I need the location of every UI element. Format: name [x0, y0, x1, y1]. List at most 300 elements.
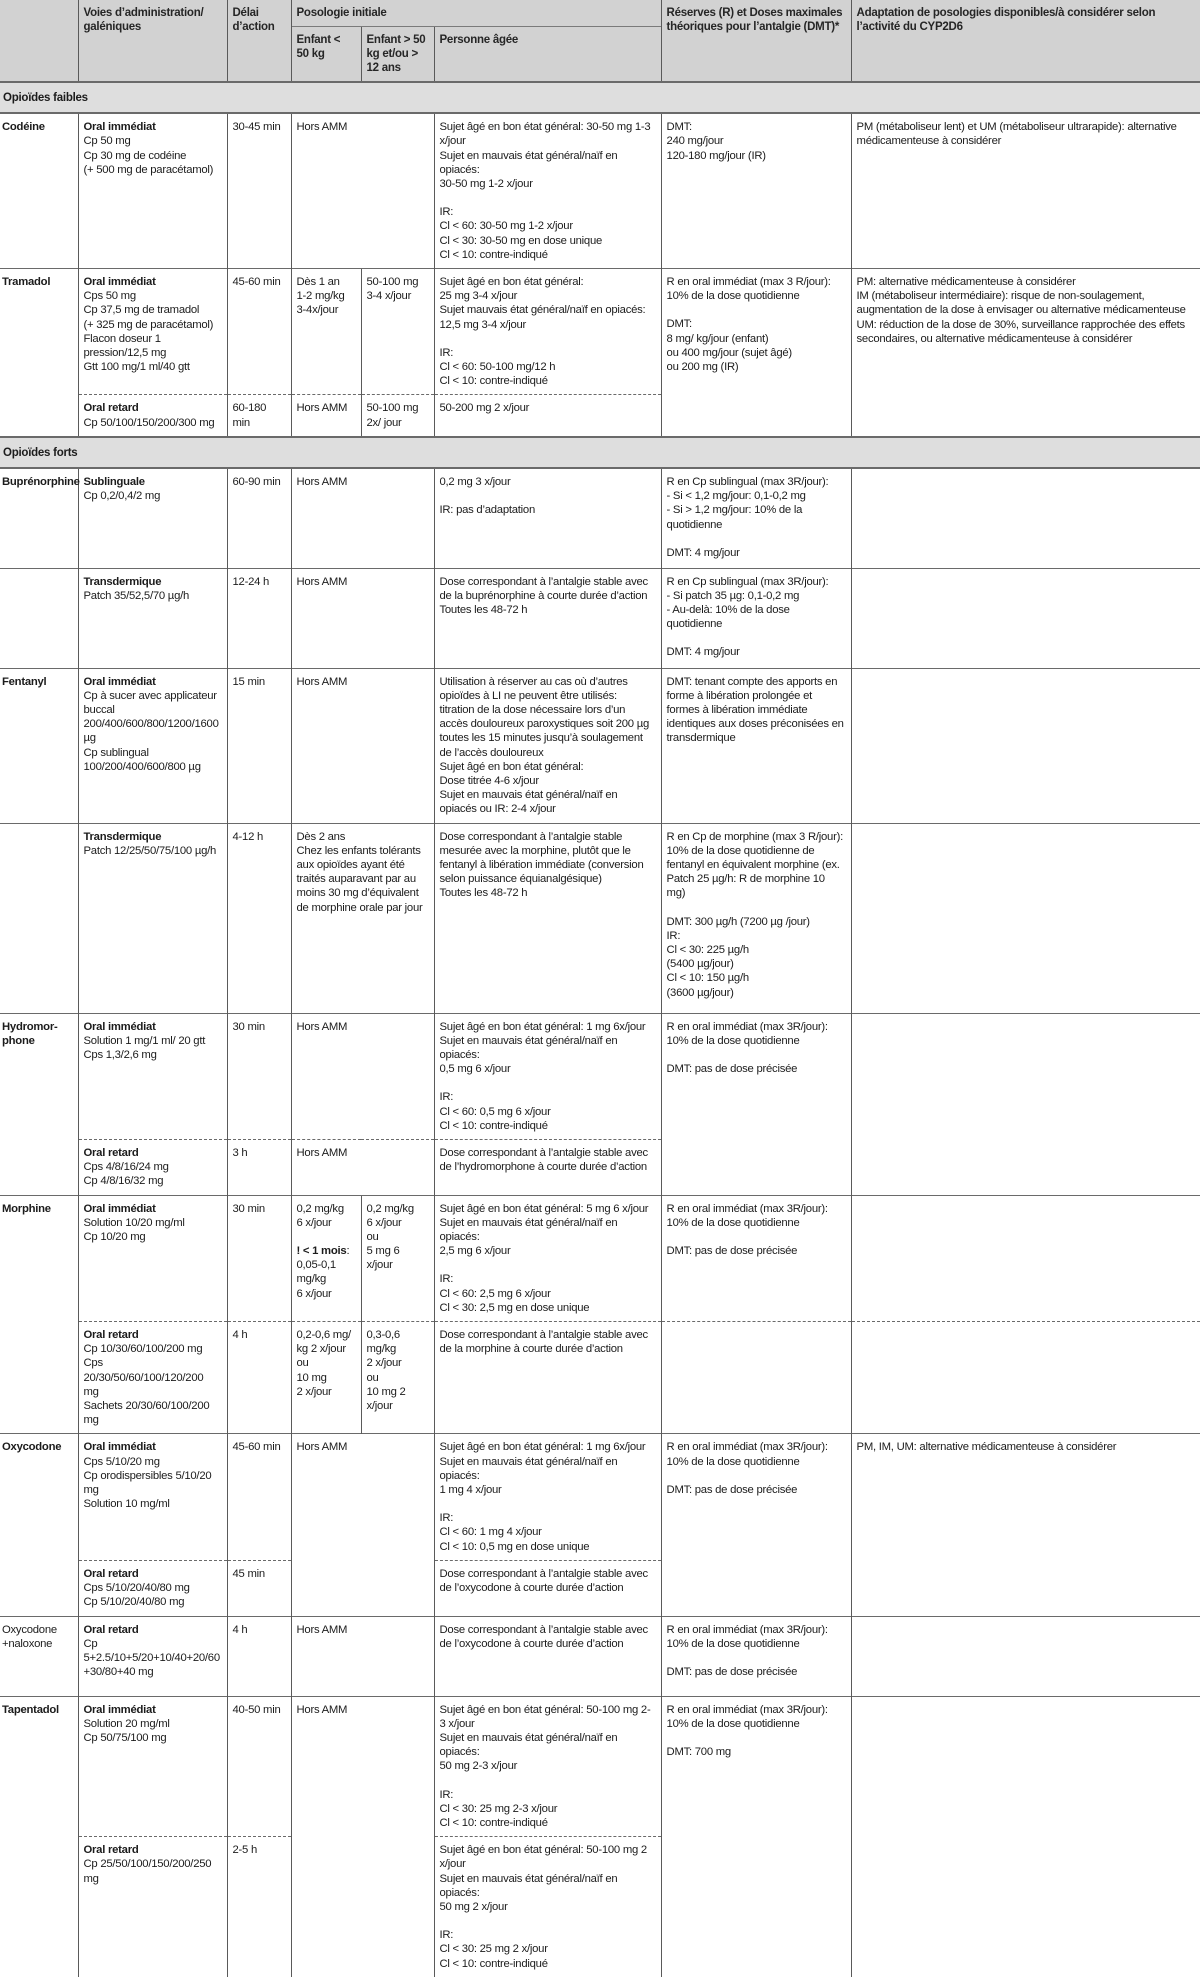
cell-line: Cps 20/30/50/60/100/120/200 mg	[83, 1357, 207, 1398]
cell-line: Cl < 30: 25 mg 2 x/jour	[439, 1943, 548, 1956]
delay-cell	[227, 395, 291, 437]
cell-line: Hors AMM	[296, 402, 348, 415]
cell-line: Dose correspondant à l’antalgie stable avec de l’oxycodone à courte durée d’action	[439, 1567, 651, 1595]
cell-line: 60-180 min	[232, 402, 270, 429]
cell-line: Gtt 100 mg/1 ml/40 gtt	[83, 361, 190, 374]
cyp2d6-cell	[851, 568, 1200, 668]
cell-line: DMT: pas de dose précisée	[666, 1665, 798, 1678]
cell-line: Sujet âgé en bon état général: 1 mg 6x/jour	[439, 1020, 646, 1033]
cell-line: 4 h	[232, 1329, 248, 1342]
cell-line: Dès 1 an	[296, 276, 340, 289]
cell-line: Dose correspondant à l’antalgie stable avec de l’hydromorphone à courte durée d’action	[439, 1147, 651, 1174]
header-drug	[0, 0, 78, 82]
reserves-cell	[661, 668, 851, 823]
delay-cell	[227, 1560, 291, 1616]
reserves-cell	[661, 1195, 851, 1321]
elderly-cell	[434, 1560, 661, 1616]
cell-line: R en Cp sublingual (max 3R/jour):	[666, 476, 829, 489]
cell-line: (+ 500 mg de paracétamol)	[83, 163, 214, 176]
cell-line: Cl < 10: contre-indiqué	[439, 1957, 548, 1970]
delay-cell	[227, 1434, 291, 1560]
delay-cell	[227, 1616, 291, 1696]
cyp2d6-cell	[851, 1616, 1200, 1696]
cell-line: DMT: pas de dose précisée	[666, 1245, 798, 1258]
cell-line: 1-2 mg/kg	[296, 290, 345, 303]
cell-line: Solution 10/20 mg/ml	[83, 1216, 185, 1229]
child-posology-cell	[291, 113, 434, 268]
cell-line: Flacon doseur 1 pression/12,5 mg	[83, 332, 167, 360]
cell-line: DMT: 300 µg/h (7200 µg /jour)	[666, 915, 810, 928]
cell-line: Sujet en mauvais état général/naïf en opiacés ou IR: 2-4 x/jour	[439, 789, 621, 816]
reserves-cell	[661, 468, 851, 568]
cell-line: R en Cp sublingual (max 3R/jour):	[666, 575, 829, 588]
route-label: Oral retard	[83, 1147, 139, 1160]
child-posology-cell	[291, 568, 434, 668]
route-cell	[78, 1013, 227, 1139]
cell-line: Sujet âgé en bon état général:	[439, 760, 584, 773]
group-row	[0, 82, 1200, 113]
cell-line: 6 x/jour	[296, 1287, 332, 1300]
cell-line: 2 x/jour	[296, 1385, 332, 1398]
cyp2d6-cell	[851, 1013, 1200, 1195]
cell-line: 50 mg 2 x/jour	[439, 1900, 508, 1913]
cell-line: Cl < 60: 0,5 mg 6 x/jour	[439, 1105, 551, 1118]
cell-line: Cl < 10: contre-indiqué	[439, 248, 548, 261]
table-row	[0, 1696, 1200, 1837]
delay-cell	[227, 113, 291, 268]
route-cell	[78, 1140, 227, 1196]
cell-line: 12,5 mg 3-4 x/jour	[439, 318, 527, 331]
header-route: Voies d’administration/ galéniques	[78, 0, 227, 82]
cell-line: 0,2 mg 3 x/jour	[439, 476, 511, 489]
elderly-cell	[434, 1140, 661, 1196]
cell-line: Cl < 30: 225 µg/h	[666, 944, 749, 957]
cell-line: IR:	[439, 1091, 454, 1104]
child-small-cell: 0,2 mg/kg 6 x/jour ! < 1 mois: 0,05-0,1 mg/kg 6 x/jour	[291, 1195, 361, 1321]
header-delay: Délai d’action	[227, 0, 291, 82]
route-label: Oral retard	[83, 1329, 139, 1342]
table-row	[0, 823, 1200, 1013]
cell-line: Sujet âgé en bon état général: 1 mg 6x/jour	[439, 1441, 646, 1454]
cell-line: (+ 325 mg de paracétamol)	[83, 318, 214, 331]
cyp2d6-cell	[851, 668, 1200, 823]
elderly-cell	[434, 1434, 661, 1560]
cell-line: R en oral immédiat (max 3R/jour): 10% de la dose quotidienne	[666, 1623, 831, 1650]
cell-line: Cps 50 mg	[83, 290, 136, 303]
child-big-cell	[361, 395, 434, 437]
table-row	[0, 1434, 1200, 1560]
cell-line: Sujet âgé en bon état général:	[439, 276, 584, 289]
header-child-small: Enfant < 50 kg	[291, 27, 361, 83]
group-label: Opioïdes faibles	[0, 82, 1200, 113]
cell-line: Sujet en mauvais état général/naïf en opiacés:	[439, 1034, 621, 1061]
route-label: Oral immédiat	[83, 276, 156, 289]
header-cyp2d6: Adaptation de posologies disponibles/à considérer selon l’activité du CYP2D6	[851, 0, 1200, 82]
cell-line: Cp 5+2.5/10+5/20+10/40+20/60 +30/80+40 mg	[83, 1637, 223, 1679]
route-label: Oral immédiat	[83, 1441, 156, 1454]
cell-line: - Si < 1,2 mg/jour: 0,1-0,2 mg	[666, 490, 806, 503]
child-posology-cell	[291, 823, 434, 1013]
cell-line: 2 x/jour	[366, 1357, 402, 1370]
cell-line: Cps 5/10/20 mg	[83, 1455, 160, 1468]
cell-line: 15 min	[232, 675, 265, 688]
table-row	[0, 468, 1200, 568]
delay-cell	[227, 1140, 291, 1196]
cell-line: DMT: 4 mg/jour	[666, 646, 740, 659]
cell-line: 0,05-0,1 mg/kg	[296, 1259, 339, 1286]
cell-line: 50 mg 2-3 x/jour	[439, 1760, 518, 1773]
elderly-cell	[434, 1696, 661, 1837]
cell-line: 0,2-0,6 mg/ kg 2 x/jour	[296, 1329, 354, 1356]
cell-line: IR:	[439, 1273, 454, 1286]
child-posology-cell	[291, 468, 434, 568]
header-reserves: Réserves (R) et Doses maximales théoriques pour l’antalgie (DMT)*	[661, 0, 851, 82]
drug-name-empty	[0, 568, 78, 668]
delay-cell	[227, 1013, 291, 1139]
delay-cell	[227, 1322, 291, 1434]
route-label: Oral retard	[83, 1567, 139, 1580]
route-cell	[78, 269, 227, 395]
cell-line: 4-12 h	[232, 830, 264, 843]
cell-line: Dose correspondant à l’antalgie stable avec de l’oxycodone à courte durée d’action	[439, 1623, 651, 1650]
route-cell	[78, 1434, 227, 1560]
cell-line: Hors AMM	[296, 575, 348, 588]
cell-line: 50-100 mg 2x/ jour	[366, 402, 422, 429]
table-row	[0, 1195, 1200, 1321]
elderly-cell	[434, 823, 661, 1013]
elderly-cell	[434, 568, 661, 668]
drug-name: Morphine	[0, 1195, 78, 1434]
cell-line: R en oral immédiat (max 3 R/jour):	[666, 276, 831, 289]
cell-line: 6 x/jour	[296, 1216, 332, 1229]
cell-line: 4 h	[232, 1623, 248, 1636]
cell-line: 100/200/400/600/800 µg	[83, 760, 201, 773]
route-label: Oral retard	[83, 1844, 139, 1857]
cell-line: 45-60 min	[232, 1441, 281, 1454]
route-label: Transdermique	[83, 575, 162, 588]
elderly-cell	[434, 668, 661, 823]
cell-line: 3-4x/jour	[296, 304, 339, 317]
header-child-big: Enfant > 50 kg et/ou > 12 ans	[361, 27, 434, 83]
route-label: Sublinguale	[83, 476, 145, 489]
drug-name: Tramadol	[0, 269, 78, 437]
route-label: Oral retard	[83, 1623, 139, 1636]
cell-line: Dose correspondant à l’antalgie stable mesurée avec la morphine, plutôt que le fentanyl à libération immédiate (conversion selon puissance équianalgésique)	[439, 830, 647, 886]
cell-line: Cp 30 mg de codéine	[83, 149, 187, 162]
child-posology-cell	[291, 1434, 434, 1616]
cell-line: 0,3-0,6 mg/kg	[366, 1329, 403, 1356]
cell-line: R en oral immédiat (max 3R/jour): 10% de la dose quotidienne	[666, 1703, 831, 1730]
cell-line: Hors AMM	[296, 675, 348, 688]
cyp2d6-cell	[851, 1322, 1200, 1434]
cyp2d6-cell	[851, 468, 1200, 568]
cell-line: 60-90 min	[232, 476, 281, 489]
cell-line: (3600 µg/jour)	[666, 986, 734, 999]
cell-line: Cl < 30: 25 mg 2-3 x/jour	[439, 1802, 558, 1815]
cell-line: IR:	[439, 1788, 454, 1801]
cell-line: - Si patch 35 µg: 0,1-0,2 mg	[666, 589, 800, 602]
route-label: Oral immédiat	[83, 1020, 156, 1033]
cell-line: 30-45 min	[232, 121, 281, 134]
cell-line: Patch 12/25/50/75/100 µg/h	[83, 844, 217, 857]
cell-line: DMT: 700 mg	[666, 1745, 731, 1758]
cell-line: Toutes les 48-72 h	[439, 887, 528, 900]
cell-line: 120-180 mg/jour (IR)	[666, 149, 766, 162]
cell-line: 1 mg 4 x/jour	[439, 1484, 502, 1497]
cell-line: Cps 4/8/16/24 mg	[83, 1161, 169, 1174]
cell-line: R en oral immédiat (max 3R/jour): 10% de la dose quotidienne	[666, 1202, 831, 1229]
elderly-cell	[434, 1322, 661, 1434]
cell-line: Cp 4/8/16/32 mg	[83, 1175, 164, 1188]
cell-line: 50-100 mg	[366, 276, 419, 289]
cell-line: Cp 5/10/20/40/80 mg	[83, 1596, 185, 1609]
route-cell	[78, 1837, 227, 1977]
header-elderly: Personne âgée	[434, 27, 661, 83]
cell-line: DMT:	[666, 318, 692, 331]
cell-line: IR:	[439, 1512, 454, 1525]
cyp2d6-cell	[851, 269, 1200, 437]
elderly-cell	[434, 113, 661, 268]
cell-line: 200/400/600/800/1200/1600 µg	[83, 718, 222, 745]
cell-line: 50-200 mg 2 x/jour	[439, 402, 530, 415]
cell-line: 5 mg 6 x/jour	[366, 1245, 403, 1272]
cell-line: DMT: 4 mg/jour	[666, 546, 740, 559]
cell-line: 10 mg	[296, 1371, 327, 1384]
cell-line: 2-5 h	[232, 1844, 257, 1857]
delay-cell	[227, 668, 291, 823]
delay-cell	[227, 823, 291, 1013]
route-cell	[78, 823, 227, 1013]
cell-line: Sujet en mauvais état général/naïf en opiacés:	[439, 149, 621, 176]
route-cell	[78, 1322, 227, 1434]
cell-line: Cp 10/20 mg	[83, 1231, 146, 1244]
reserves-cell	[661, 1013, 851, 1195]
drug-name: Buprénorphine	[0, 468, 78, 568]
cell-line: R en oral immédiat (max 3R/jour): 10% de la dose quotidienne	[666, 1020, 831, 1047]
route-label: Oral immédiat	[83, 1202, 156, 1215]
cell-line: IM (métaboliseur intermédiaire): risque de non-soulagement, augmentation de la dose à envisager ou alternative médicamenteuse	[856, 290, 1186, 317]
cell-line: DMT: tenant compte des apports en forme à libération prolongée et formes à libération immédiate identiques aux doses préconisées en transdermique	[666, 675, 847, 745]
child-small-cell	[291, 1322, 361, 1434]
child-posology-cell	[291, 1140, 434, 1196]
cell-line: 40-50 min	[232, 1703, 281, 1716]
cell-line: 2,5 mg 6 x/jour	[439, 1245, 511, 1258]
table-row	[0, 269, 1200, 395]
cyp2d6-cell	[851, 1696, 1200, 1977]
cell-line: 10 mg 2 x/jour	[366, 1385, 409, 1413]
cell-line: PM, IM, UM: alternative médicamenteuse à considérer	[856, 1441, 1117, 1454]
cell-line: Patch 35/52,5/70 µg/h	[83, 589, 190, 602]
reserves-cell	[661, 1616, 851, 1696]
cell-line: Cp 25/50/100/150/200/250 mg	[83, 1858, 215, 1885]
cell-line: Cp à sucer avec applicateur buccal	[83, 689, 220, 716]
cell-line: Hors AMM	[296, 121, 348, 134]
cell-line: Cp 50/75/100 mg	[83, 1731, 167, 1744]
cell-line: Cl < 60: 30-50 mg 1-2 x/jour	[439, 220, 573, 233]
cell-line: Cl < 30: 30-50 mg en dose unique	[439, 234, 603, 247]
cell-line: Cp 10/30/60/100/200 mg	[83, 1343, 203, 1356]
cell-line: Sujet mauvais état général/naïf en opiacés:	[439, 304, 646, 317]
cell-line: Hors AMM	[296, 476, 348, 489]
cell-line: Hors AMM	[296, 1441, 348, 1454]
table-row	[0, 113, 1200, 268]
cell-line: Sujet âgé en bon état général: 50-100 mg 2-3 x/jour	[439, 1703, 651, 1730]
route-label: Oral immédiat	[83, 121, 156, 134]
reserves-cell	[661, 1434, 851, 1616]
cell-line: Dose correspondant à l’antalgie stable avec de la morphine à courte durée d’action	[439, 1329, 651, 1356]
cyp2d6-cell	[851, 113, 1200, 268]
cell-line: 30 min	[232, 1020, 265, 1033]
cell-line: DMT:	[666, 121, 692, 134]
table-row	[0, 568, 1200, 668]
cell-line: 0,2 mg/kg	[366, 1202, 414, 1215]
drug-name: Oxycodone +naloxone	[0, 1616, 78, 1696]
cell-line: Cl < 10: contre-indiqué	[439, 1816, 548, 1829]
cell-line: Cl < 30: 2,5 mg en dose unique	[439, 1301, 590, 1314]
cell-line: Solution 20 mg/ml	[83, 1717, 170, 1730]
cell-line: Toutes les 48-72 h	[439, 603, 528, 616]
cell-line: Hors AMM	[296, 1147, 348, 1160]
cell-line: 3 h	[232, 1147, 248, 1160]
route-cell	[78, 1195, 227, 1321]
cell-line: Cps 5/10/20/40/80 mg	[83, 1582, 190, 1595]
elderly-cell	[434, 1837, 661, 1977]
cell-line: DMT: pas de dose précisée	[666, 1063, 798, 1075]
cell-line: 30-50 mg 1-2 x/jour	[439, 178, 533, 191]
cell-line: 240 mg/jour	[666, 135, 724, 148]
cell-line: Solution 1 mg/1 ml/ 20 gtt	[83, 1034, 206, 1047]
cell-line: Solution 10 mg/ml	[83, 1498, 170, 1511]
delay-cell	[227, 1195, 291, 1321]
table-row	[0, 1013, 1200, 1139]
elderly-cell	[434, 395, 661, 437]
route-cell	[78, 668, 227, 823]
table-row	[0, 668, 1200, 823]
cell-line: DMT: pas de dose précisée	[666, 1483, 798, 1496]
child-posology-cell	[291, 1696, 434, 1977]
cell-line: Chez les enfants tolérants aux opioïdes ayant été traités auparavant par au moins 30 mg d’équivalent de morphine orale par jour	[296, 844, 424, 914]
drug-name: Codéine	[0, 113, 78, 268]
cell-line: 45 min	[232, 1567, 265, 1580]
route-cell	[78, 1560, 227, 1616]
route-label: Transdermique	[83, 830, 162, 843]
cell-line: ou 400 mg/jour (sujet âgé)	[666, 346, 792, 359]
delay-cell	[227, 468, 291, 568]
cell-line: Cp 37,5 mg de tramadol	[83, 304, 200, 317]
cell-line: IR: pas d’adaptation	[439, 504, 535, 517]
reserves-cell	[661, 113, 851, 268]
delay-cell	[227, 269, 291, 395]
child-posology-cell	[291, 668, 434, 823]
cell-line: Cp sublingual	[83, 746, 149, 759]
child-posology-cell	[291, 1013, 434, 1139]
cell-line: Cp 50/100/150/200/300 mg	[83, 416, 215, 429]
cell-line: Sujet en mauvais état général/naïf en opiacés:	[439, 1216, 621, 1244]
route-cell	[78, 468, 227, 568]
route-label: Oral immédiat	[83, 675, 156, 688]
route-cell	[78, 568, 227, 668]
cell-line: IR:	[439, 1929, 454, 1942]
cell-line: IR:	[439, 206, 454, 219]
cell-line: Cl < 60: 50-100 mg/12 h	[439, 361, 556, 374]
cell-line: ou	[366, 1371, 379, 1384]
cell-line: Cl < 10: contre-indiqué	[439, 375, 548, 388]
route-label: Oral retard	[83, 402, 139, 415]
reserves-cell	[661, 1696, 851, 1977]
cyp2d6-cell	[851, 823, 1200, 1013]
child-small-cell	[291, 269, 361, 395]
drug-name: Hydromor-phone	[0, 1013, 78, 1195]
child-small-cell	[291, 395, 361, 437]
warning-label: ! < 1 mois	[296, 1245, 347, 1258]
cell-line: 3-4 x/jour	[366, 290, 412, 303]
cell-line: Dès 2 ans	[296, 830, 346, 843]
cell-line: Sujet en mauvais état général/naïf en opiacés:	[439, 1731, 621, 1759]
cell-line: (5400 µg/jour)	[666, 958, 734, 971]
cell-line: Cl < 10: 150 µg/h	[666, 972, 749, 985]
drug-name: Fentanyl	[0, 668, 78, 823]
cell-line: Utilisation à réserver au cas où d’autres opioïdes à LI ne peuvent être utilisés: titration de la dose nécessaire lors d’un accès douloureux paroxystiques soit 200 µg toutes les 15 minutes jusqu’à soulagement de l’accès douloureux	[439, 675, 652, 759]
elderly-cell	[434, 1195, 661, 1321]
reserves-cell	[661, 269, 851, 437]
cell-line: 8 mg/ kg/jour (enfant)	[666, 332, 769, 345]
cell-line: Cp 0,2/0,4/2 mg	[83, 490, 161, 503]
cell-line: PM (métaboliseur lent) et UM (métaboliseur ultrarapide): alternative médicamenteuse à considérer	[856, 121, 1180, 148]
cell-line: Cp 50 mg	[83, 135, 131, 148]
cell-line: 30 min	[232, 1202, 265, 1215]
child-posology-cell	[291, 1616, 434, 1696]
reserves-cell	[661, 823, 851, 1013]
cell-line: 0,5 mg 6 x/jour	[439, 1063, 511, 1076]
cyp2d6-cell	[851, 1195, 1200, 1321]
delay-cell	[227, 568, 291, 668]
cell-line: Sujet en mauvais état général/naïf en opiacés:	[439, 1455, 621, 1482]
group-label: Opioïdes forts	[0, 437, 1200, 468]
cell-line: ou	[296, 1357, 309, 1370]
cell-line: Dose correspondant à l’antalgie stable avec de la buprénorphine à courte durée d’action	[439, 575, 651, 602]
cyp2d6-cell	[851, 1434, 1200, 1616]
cell-line: 12-24 h	[232, 575, 270, 588]
drug-name: Oxycodone	[0, 1434, 78, 1616]
cell-line: Sujet âgé en bon état général: 5 mg 6 x/jour	[439, 1202, 649, 1215]
cell-line: R en Cp de morphine (max 3 R/jour): 10% de la dose quotidienne de fentanyl en équivalent morphine (ex. Patch 25 µg/h: R de morphine 10 mg)	[666, 830, 846, 900]
elderly-cell	[434, 468, 661, 568]
route-cell	[78, 1616, 227, 1696]
route-cell	[78, 113, 227, 268]
cell-line: Hors AMM	[296, 1703, 348, 1716]
cell-line: Hors AMM	[296, 1623, 348, 1636]
drug-name-empty	[0, 823, 78, 1013]
cell-line: PM: alternative médicamenteuse à considérer	[856, 276, 1076, 289]
cell-line: UM: réduction de la dose de 30%, surveillance rapprochée des effets secondaires, ou alternative médicamenteuse à considérer	[856, 318, 1188, 345]
cell-line: ou	[366, 1231, 379, 1244]
cell-line: - Au-delà: 10% de la dose quotidienne	[666, 603, 793, 631]
cell-line: Cps 1,3/2,6 mg	[83, 1049, 157, 1061]
elderly-cell	[434, 1616, 661, 1696]
cell-line: 10% de la dose quotidienne	[666, 290, 800, 303]
reserves-cell	[661, 568, 851, 668]
group-row	[0, 437, 1200, 468]
cell-line: Hors AMM	[296, 1020, 348, 1033]
table-row	[0, 1616, 1200, 1696]
cell-line: 25 mg 3-4 x/jour	[439, 290, 518, 303]
cell-line: Cp orodispersibles 5/10/20 mg	[83, 1469, 215, 1497]
cell-line: Dose titrée 4-6 x/jour	[439, 774, 539, 787]
route-cell	[78, 395, 227, 437]
drug-name: Tapentadol	[0, 1696, 78, 1977]
cell-line: 6 x/jour	[366, 1216, 402, 1229]
reserves-cell	[661, 1322, 851, 1434]
